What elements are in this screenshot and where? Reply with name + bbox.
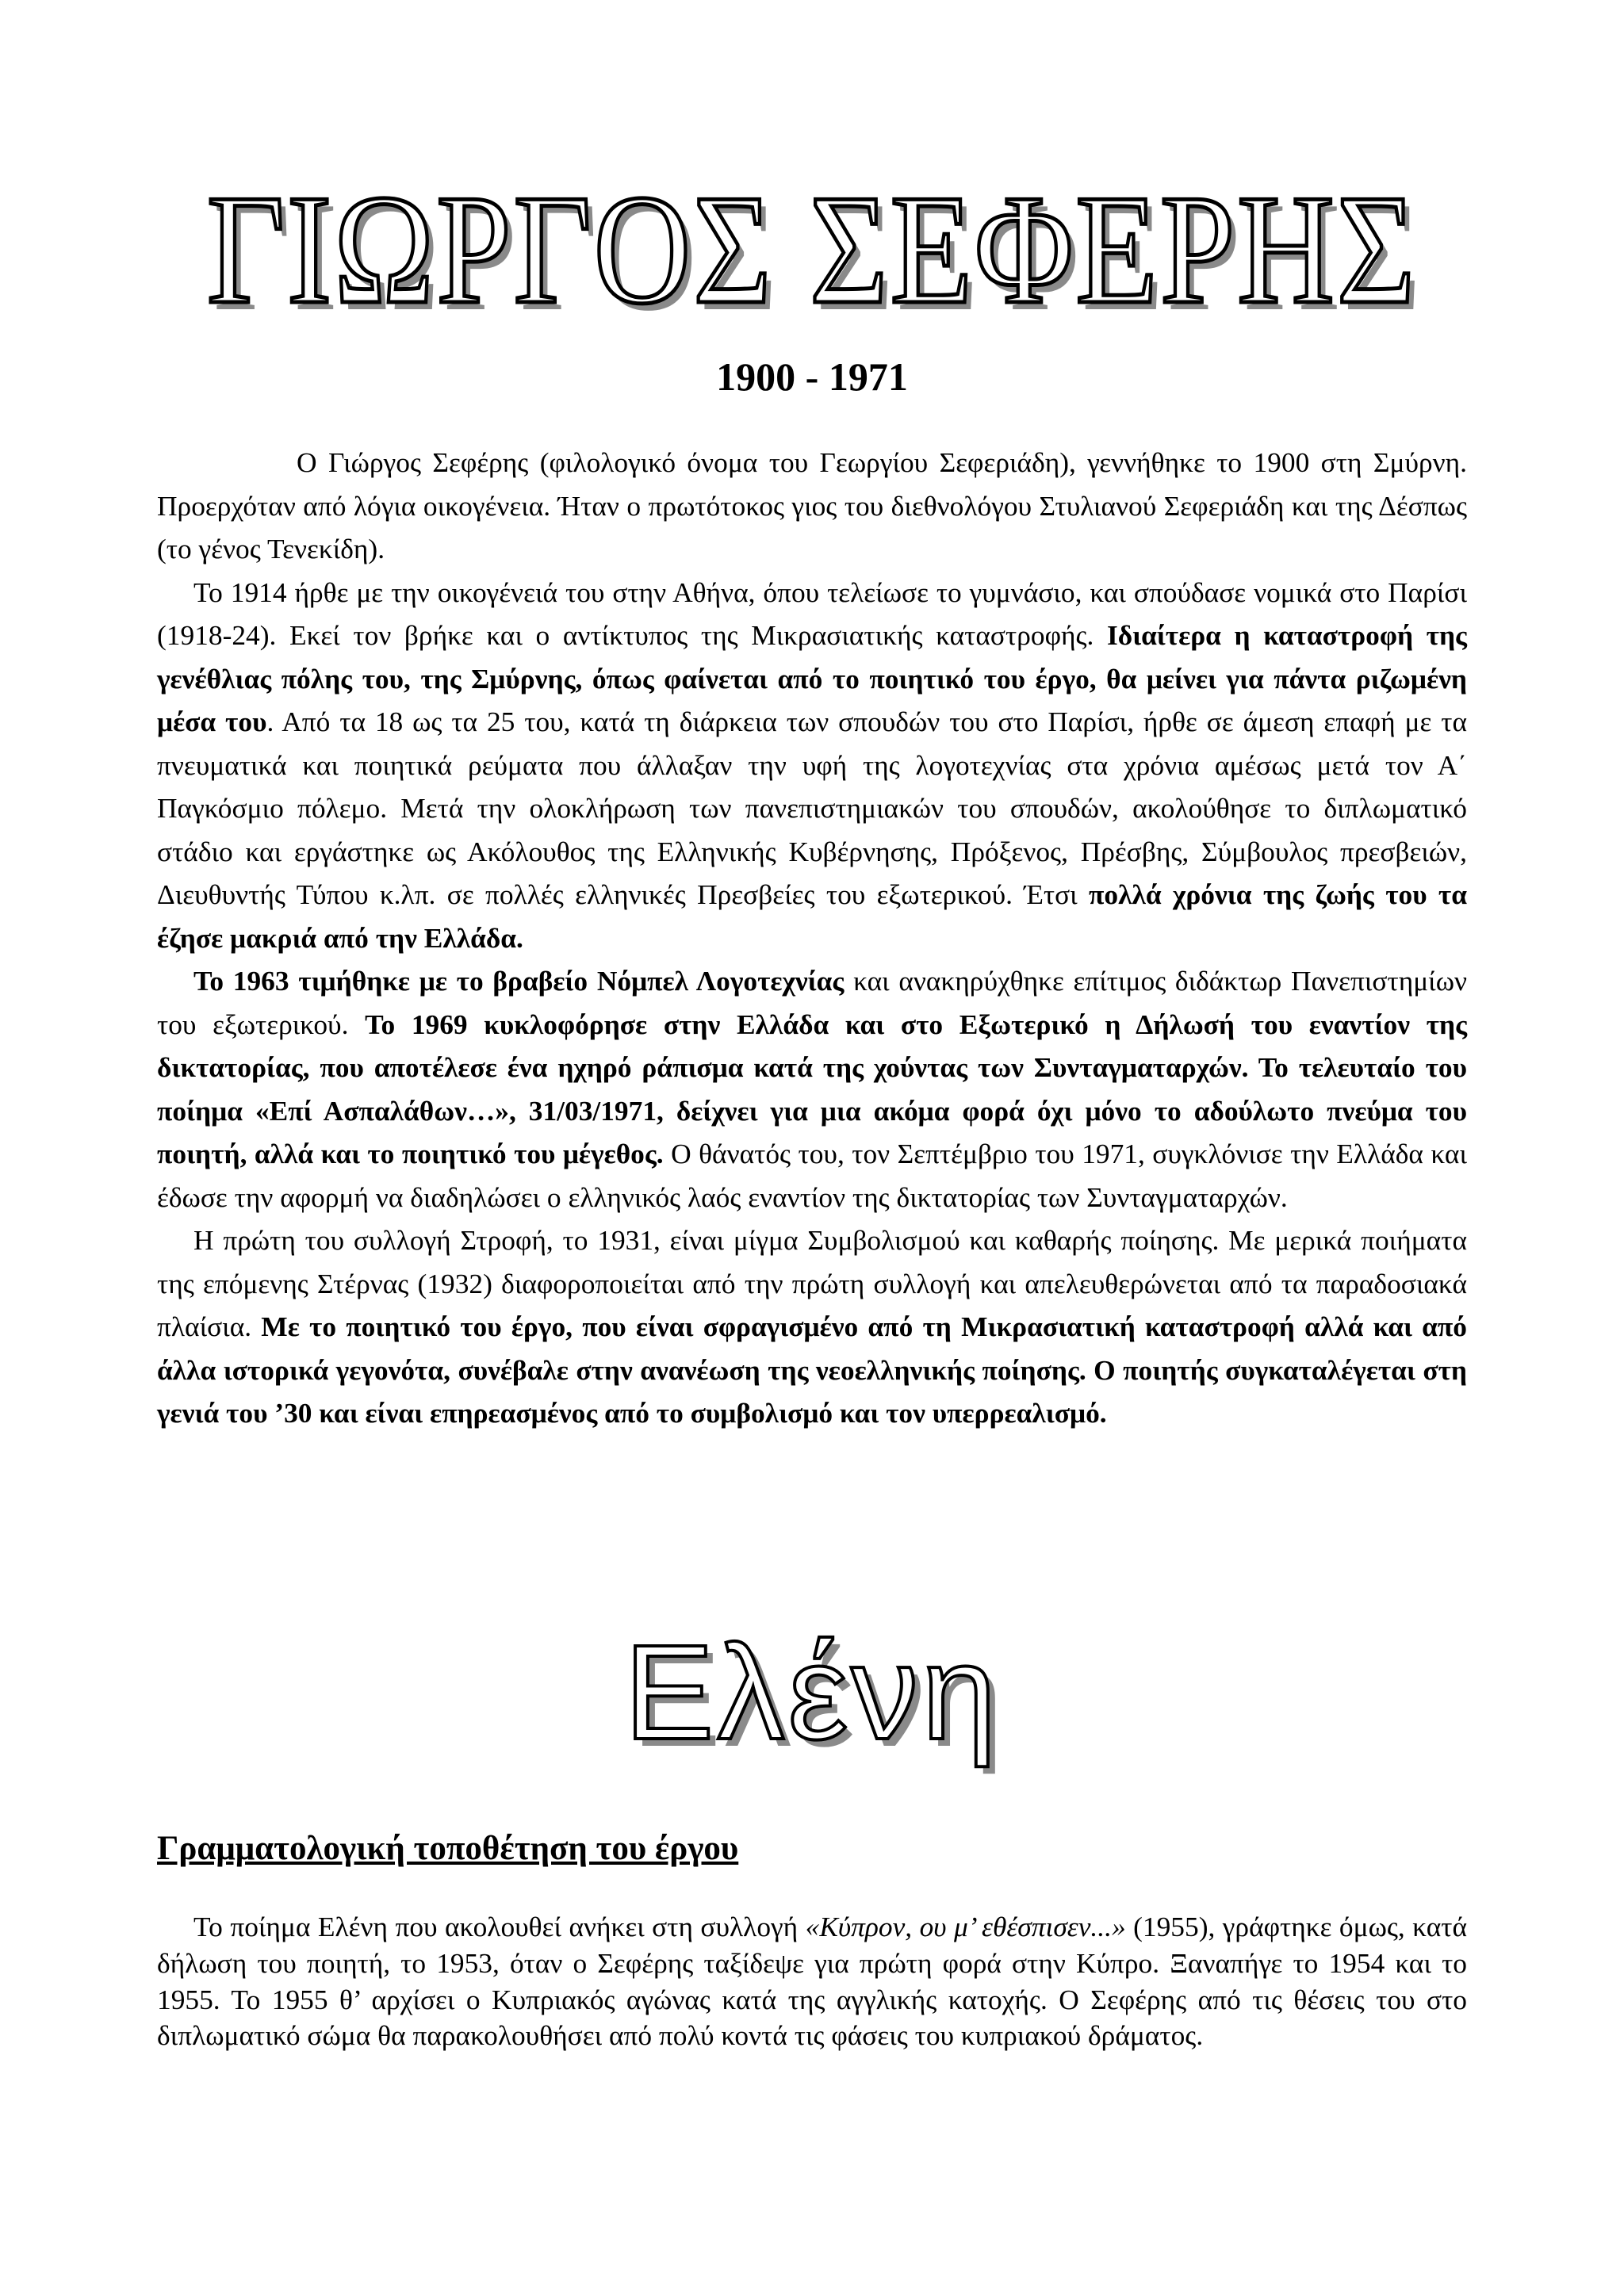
bio-paragraph-4 (157, 1219, 1467, 1435)
bio-emphasis: Το 1963 τιμήθηκε με το βραβείο Νόμπελ Λογοτεχνίας (193, 965, 845, 997)
bio-text: Ο Γιώργος Σεφέρης (φιλολογικό όνομα του Γεωργίου Σεφεριάδη), γεννήθηκε το 1900 στη Σμύρνη. Προερχόταν από λόγια οικογένεια. Ήταν ο πρωτότοκος γιος του διεθνολόγου Στυλιανού Σεφεριάδη και της Δέσπως (το γένος Τενεκίδη). (157, 446, 1467, 564)
bio-text: Η πρώτη του συλλογή Στροφή, το 1931, είναι μίγμα Συμβολισμού και καθαρής ποίησης. Με μερικά ποιήματα της επόμενης Στέρνας (1932) διαφοροποιείται από την πρώτη συλλογή και απελευθερώνεται από τα παραδοσιακά πλαίσια. (157, 1224, 1467, 1342)
bio-paragraph-3 (157, 959, 1467, 1219)
bio-emphasis: Το 1969 κυκλοφόρησε στην Ελλάδα και στο Εξωτερικό η Δήλωσή του εναντίον της δικτατορίας, που αποτέλεσε ένα ηχηρό ράπισμα κατά της χούντας των Συνταγματαρχών. Το τελευταίο του ποίημα «Επί Ασπαλάθων…», 31/03/1971, δείχνει για μια ακόμα φορά όχι μόνο το αδούλωτο πνεύμα του ποιητή, αλλά και το ποιητικό του μέγεθος. (157, 1008, 1467, 1169)
bio-emphasis: Ιδιαίτερα η καταστροφή της γενέθλιας πόλης του, της Σμύρνης, όπως φαίνεται από το ποιητικό του έργο, θα μείνει για πάντα ριζωμένη μέσα του (157, 619, 1467, 737)
bio-emphasis: πολλά χρόνια της ζωής του τα έζησε μακριά από την Ελλάδα. (157, 878, 1467, 954)
section-text: (1955), γράφτηκε όμως, κατά δήλωση του ποιητή, το 1953, όταν ο Σεφέρης ταξίδεψε για πρώτη φορά στην Κύπρο. Ξαναπήγε το 1954 και το 1955. Το 1955 θ’ αρχίσει ο Κυπριακός αγώνας κατά της αγγλικής κατοχής. Ο Σεφέρης από τις θέσεις του στο διπλωματικό σώμα θα παρακολουθήσει από πολύ κοντά τις φάσεις του κυπριακού δράματος. (157, 1911, 1468, 2052)
bio-paragraph-2 (157, 571, 1467, 960)
bio-emphasis: Με το ποιητικό του έργο, που είναι σφραγισμένο από τη Μικρασιατική καταστροφή αλλά και από άλλα ιστορικά γεγονότα, συνέβαλε στην ανανέωση της νεοελληνικής ποίησης. Ο ποιητής συγκαταλέγεται στη γενιά του ’30 και είναι επηρεασμένος από το συμβολισμό και τον υπερρεαλισμό. (157, 1311, 1467, 1429)
page-title: ΓΙΩΡΓΟΣ ΣΕΦΕΡΗΣ (206, 163, 1418, 336)
section-body (157, 1909, 1467, 2054)
bio-text: Ο θάνατός του, τον Σεπτέμβριο του 1971, συγκλόνισε την Ελλάδα και έδωσε την αφορμή να διαδηλώσει ο ελληνικός λαός εναντίον της δικτατορίας των Συνταγματαρχών. (157, 1138, 1467, 1213)
bio-paragraph-1 (157, 441, 1467, 571)
bio-text: και ανακηρύχθηκε επίτιμος διδάκτωρ Πανεπιστημίων του εξωτερικού. (157, 965, 1467, 1040)
section-heading: Γραμματολογική τοποθέτηση του έργου (157, 1830, 739, 1867)
section-text: Το ποίημα Ελένη που ακολουθεί ανήκει στη συλλογή (193, 1911, 806, 1942)
section-paragraph (157, 1909, 1467, 2054)
bio-text: Το 1914 ήρθε με την οικογένειά του στην Αθήνα, όπου τελείωσε το γυμνάσιο, και σπούδασε νομικά στο Παρίσι (1918-24). Εκεί τον βρήκε και ο αντίκτυπος της Μικρασιατικής καταστροφής. (157, 576, 1467, 651)
life-dates: 1900 - 1971 (716, 354, 908, 399)
poem-title: Ελένη (624, 1617, 1000, 1768)
biography (157, 441, 1467, 1435)
bio-text: . Από τα 18 ως τα 25 του, κατά τη διάρκεια των σπουδών του στο Παρίσι, ήρθε σε άμεση επαφή με τα πνευματικά και ποιητικά ρεύματα που άλλαξαν την υφή της λογοτεχνίας στα χρόνια αμέσως μετά τον Α΄ Παγκόσμιο πόλεμο. Μετά την ολοκλήρωση των πανεπιστημιακών του σπουδών, ακολούθησε το διπλωματικό στάδιο και εργάστηκε ως Ακόλουθος της Ελληνικής Κυβέρνησης, Πρόξενος, Πρέσβης, Σύμβουλος πρεσβειών, Διευθυντής Τύπου κ.λπ. σε πολλές ελληνικές Πρεσβείες του εξωτερικού. Έτσι (157, 706, 1467, 910)
collection-title: «Κύπρον, ου μ’ εθέσπισεν...» (805, 1911, 1126, 1942)
